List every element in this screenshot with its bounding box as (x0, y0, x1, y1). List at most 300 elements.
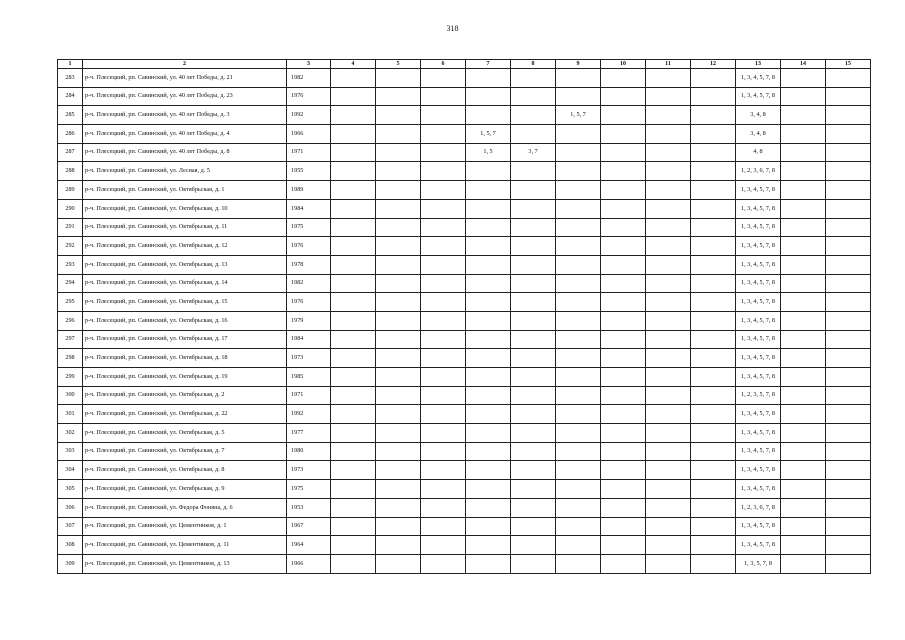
row-number-cell: 295 (58, 293, 83, 312)
address-cell: р-ч. Плесецкий, рп. Савинский, ул. 40 лет Победы, д. 8 (83, 143, 287, 162)
address-cell: р-ч. Плесецкий, рп. Савинский, ул. Октябрьская, д. 12 (83, 237, 287, 256)
col-13-cell: 1, 3, 4, 5, 7, 8 (736, 461, 781, 480)
col-4-cell (331, 274, 376, 293)
year-cell: 1973 (287, 461, 331, 480)
col-9-cell (556, 498, 601, 517)
col-7-cell (466, 405, 511, 424)
col-9-cell: 1, 5, 7 (556, 106, 601, 125)
col-15-cell (826, 330, 871, 349)
address-cell: р-ч. Плесецкий, рп. Савинский, ул. Октябрьская, д. 16 (83, 311, 287, 330)
col-7-cell (466, 424, 511, 443)
column-header: 15 (826, 60, 871, 69)
col-12-cell (691, 274, 736, 293)
col-12-cell (691, 237, 736, 256)
col-12-cell (691, 181, 736, 200)
col-5-cell (376, 181, 421, 200)
col-10-cell (601, 162, 646, 181)
address-cell: р-ч. Плесецкий, рп. Савинский, ул. Октябрьская, д. 22 (83, 405, 287, 424)
col-4-cell (331, 330, 376, 349)
col-11-cell (646, 218, 691, 237)
col-15-cell (826, 536, 871, 555)
row-number-cell: 301 (58, 405, 83, 424)
col-15-cell (826, 106, 871, 125)
col-5-cell (376, 368, 421, 387)
col-9-cell (556, 143, 601, 162)
col-8-cell (511, 330, 556, 349)
col-10-cell (601, 405, 646, 424)
col-14-cell (781, 349, 826, 368)
col-11-cell (646, 181, 691, 200)
col-10-cell (601, 237, 646, 256)
col-15-cell (826, 237, 871, 256)
col-4-cell (331, 405, 376, 424)
col-11-cell (646, 199, 691, 218)
col-6-cell (421, 237, 466, 256)
col-14-cell (781, 237, 826, 256)
col-7-cell (466, 274, 511, 293)
row-number-cell: 288 (58, 162, 83, 181)
table-row (58, 87, 871, 106)
col-5-cell (376, 498, 421, 517)
col-12-cell (691, 461, 736, 480)
column-number-header-row (58, 60, 871, 69)
col-9-cell (556, 330, 601, 349)
col-4-cell (331, 349, 376, 368)
col-4-cell (331, 517, 376, 536)
address-cell: р-ч. Плесецкий, рп. Савинский, ул. Октябрьская, д. 11 (83, 218, 287, 237)
address-cell: р-ч. Плесецкий, рп. Савинский, ул. Октябрьская, д. 19 (83, 368, 287, 387)
col-5-cell (376, 293, 421, 312)
col-12-cell (691, 69, 736, 88)
col-15-cell (826, 480, 871, 499)
col-8-cell (511, 125, 556, 144)
col-12-cell (691, 162, 736, 181)
row-number-cell: 291 (58, 218, 83, 237)
col-7-cell (466, 199, 511, 218)
col-15-cell (826, 386, 871, 405)
col-5-cell (376, 199, 421, 218)
address-cell: р-ч. Плесецкий, рп. Савинский, ул. Октябрьская, д. 18 (83, 349, 287, 368)
col-11-cell (646, 237, 691, 256)
year-cell: 1975 (287, 218, 331, 237)
table-row (58, 442, 871, 461)
col-13-cell: 1, 3, 4, 5, 7, 8 (736, 405, 781, 424)
col-9-cell (556, 442, 601, 461)
year-cell: 1975 (287, 480, 331, 499)
col-9-cell (556, 181, 601, 200)
col-12-cell (691, 106, 736, 125)
col-6-cell (421, 498, 466, 517)
col-10-cell (601, 480, 646, 499)
col-12-cell (691, 349, 736, 368)
col-10-cell (601, 87, 646, 106)
col-4-cell (331, 554, 376, 573)
col-4-cell (331, 424, 376, 443)
col-10-cell (601, 498, 646, 517)
col-14-cell (781, 181, 826, 200)
address-cell: р-ч. Плесецкий, рп. Савинский, ул. 40 лет Победы, д. 23 (83, 87, 287, 106)
col-12-cell (691, 125, 736, 144)
col-8-cell (511, 368, 556, 387)
col-13-cell: 1, 3, 4, 5, 7, 8 (736, 480, 781, 499)
col-9-cell (556, 386, 601, 405)
column-header: 3 (287, 60, 331, 69)
col-11-cell (646, 386, 691, 405)
column-header: 14 (781, 60, 826, 69)
col-6-cell (421, 293, 466, 312)
table-row (58, 181, 871, 200)
col-6-cell (421, 274, 466, 293)
col-15-cell (826, 218, 871, 237)
address-cell: р-ч. Плесецкий, рп. Савинский, ул. Цементников, д. 11 (83, 536, 287, 555)
col-6-cell (421, 255, 466, 274)
table-row (58, 517, 871, 536)
table-row (58, 461, 871, 480)
col-12-cell (691, 498, 736, 517)
col-10-cell (601, 461, 646, 480)
row-number-cell: 284 (58, 87, 83, 106)
col-13-cell: 1, 3, 4, 5, 7, 8 (736, 442, 781, 461)
col-5-cell (376, 349, 421, 368)
address-cell: р-ч. Плесецкий, рп. Савинский, ул. Октябрьская, д. 10 (83, 199, 287, 218)
col-13-cell: 1, 3, 4, 5, 7, 8 (736, 181, 781, 200)
address-cell: р-ч. Плесецкий, рп. Савинский, ул. 40 лет Победы, д. 3 (83, 106, 287, 125)
col-12-cell (691, 293, 736, 312)
address-cell: р-ч. Плесецкий, рп. Савинский, ул. Октябрьская, д. 7 (83, 442, 287, 461)
col-14-cell (781, 461, 826, 480)
col-8-cell (511, 255, 556, 274)
col-14-cell (781, 106, 826, 125)
table-row (58, 536, 871, 555)
col-9-cell (556, 293, 601, 312)
row-number-cell: 292 (58, 237, 83, 256)
col-8-cell (511, 349, 556, 368)
col-9-cell (556, 517, 601, 536)
row-number-cell: 303 (58, 442, 83, 461)
year-cell: 1992 (287, 405, 331, 424)
col-12-cell (691, 330, 736, 349)
col-14-cell (781, 218, 826, 237)
row-number-cell: 293 (58, 255, 83, 274)
col-7-cell (466, 330, 511, 349)
col-10-cell (601, 181, 646, 200)
col-6-cell (421, 480, 466, 499)
col-5-cell (376, 536, 421, 555)
col-11-cell (646, 162, 691, 181)
col-7-cell (466, 480, 511, 499)
year-cell: 1977 (287, 424, 331, 443)
column-header: 8 (511, 60, 556, 69)
col-10-cell (601, 125, 646, 144)
col-14-cell (781, 255, 826, 274)
col-9-cell (556, 368, 601, 387)
col-12-cell (691, 368, 736, 387)
col-9-cell (556, 554, 601, 573)
col-15-cell (826, 87, 871, 106)
col-11-cell (646, 311, 691, 330)
table-row (58, 368, 871, 387)
col-14-cell (781, 536, 826, 555)
col-8-cell (511, 106, 556, 125)
col-9-cell (556, 162, 601, 181)
table-row (58, 255, 871, 274)
col-9-cell (556, 405, 601, 424)
col-12-cell (691, 424, 736, 443)
col-6-cell (421, 106, 466, 125)
col-12-cell (691, 143, 736, 162)
col-4-cell (331, 69, 376, 88)
col-7-cell: 1, 5 (466, 143, 511, 162)
col-14-cell (781, 143, 826, 162)
col-5-cell (376, 442, 421, 461)
col-5-cell (376, 461, 421, 480)
col-7-cell (466, 293, 511, 312)
col-9-cell (556, 349, 601, 368)
col-11-cell (646, 498, 691, 517)
row-number-cell: 300 (58, 386, 83, 405)
col-7-cell (466, 162, 511, 181)
col-4-cell (331, 498, 376, 517)
col-14-cell (781, 330, 826, 349)
col-9-cell (556, 255, 601, 274)
col-14-cell (781, 368, 826, 387)
col-15-cell (826, 349, 871, 368)
col-15-cell (826, 69, 871, 88)
col-11-cell (646, 293, 691, 312)
col-13-cell: 1, 3, 4, 5, 7, 8 (736, 424, 781, 443)
col-5-cell (376, 554, 421, 573)
col-9-cell (556, 311, 601, 330)
table-row (58, 424, 871, 443)
col-14-cell (781, 311, 826, 330)
col-7-cell (466, 106, 511, 125)
col-11-cell (646, 143, 691, 162)
col-13-cell: 1, 3, 4, 5, 7, 8 (736, 517, 781, 536)
col-13-cell: 1, 3, 4, 5, 7, 8 (736, 330, 781, 349)
col-11-cell (646, 274, 691, 293)
col-5-cell (376, 69, 421, 88)
row-number-cell: 302 (58, 424, 83, 443)
col-7-cell (466, 255, 511, 274)
col-8-cell (511, 293, 556, 312)
col-12-cell (691, 199, 736, 218)
col-10-cell (601, 143, 646, 162)
col-10-cell (601, 199, 646, 218)
year-cell: 1953 (287, 498, 331, 517)
col-9-cell (556, 218, 601, 237)
col-5-cell (376, 480, 421, 499)
table-row (58, 311, 871, 330)
col-15-cell (826, 368, 871, 387)
table-row (58, 405, 871, 424)
col-4-cell (331, 87, 376, 106)
col-11-cell (646, 87, 691, 106)
col-6-cell (421, 424, 466, 443)
row-number-cell: 286 (58, 125, 83, 144)
col-8-cell (511, 69, 556, 88)
col-9-cell (556, 536, 601, 555)
col-9-cell (556, 461, 601, 480)
col-7-cell (466, 554, 511, 573)
table-row (58, 293, 871, 312)
col-13-cell: 1, 3, 4, 5, 7, 8 (736, 255, 781, 274)
col-11-cell (646, 125, 691, 144)
col-6-cell (421, 125, 466, 144)
col-4-cell (331, 293, 376, 312)
table-row (58, 349, 871, 368)
col-10-cell (601, 368, 646, 387)
col-14-cell (781, 69, 826, 88)
col-4-cell (331, 237, 376, 256)
col-8-cell (511, 162, 556, 181)
col-14-cell (781, 517, 826, 536)
row-number-cell: 309 (58, 554, 83, 573)
col-5-cell (376, 106, 421, 125)
column-header: 12 (691, 60, 736, 69)
col-5-cell (376, 162, 421, 181)
col-12-cell (691, 554, 736, 573)
col-6-cell (421, 330, 466, 349)
table-row (58, 162, 871, 181)
col-15-cell (826, 143, 871, 162)
col-11-cell (646, 461, 691, 480)
col-13-cell: 1, 3, 4, 5, 7, 8 (736, 87, 781, 106)
col-15-cell (826, 461, 871, 480)
row-number-cell: 298 (58, 349, 83, 368)
col-11-cell (646, 536, 691, 555)
table-row (58, 125, 871, 144)
row-number-cell: 285 (58, 106, 83, 125)
table-body (58, 69, 871, 574)
col-8-cell (511, 274, 556, 293)
year-cell: 1971 (287, 386, 331, 405)
year-cell: 1971 (287, 143, 331, 162)
column-header: 1 (58, 60, 83, 69)
col-8-cell (511, 480, 556, 499)
col-10-cell (601, 386, 646, 405)
col-4-cell (331, 480, 376, 499)
year-cell: 1955 (287, 162, 331, 181)
col-10-cell (601, 293, 646, 312)
address-cell: р-ч. Плесецкий, рп. Савинский, ул. Октябрьская, д. 17 (83, 330, 287, 349)
col-13-cell: 3, 4, 8 (736, 106, 781, 125)
col-6-cell (421, 143, 466, 162)
col-6-cell (421, 218, 466, 237)
column-header: 10 (601, 60, 646, 69)
col-14-cell (781, 87, 826, 106)
col-14-cell (781, 405, 826, 424)
col-9-cell (556, 199, 601, 218)
col-11-cell (646, 69, 691, 88)
table-row (58, 199, 871, 218)
col-8-cell (511, 87, 556, 106)
col-6-cell (421, 554, 466, 573)
col-15-cell (826, 311, 871, 330)
col-8-cell (511, 554, 556, 573)
col-11-cell (646, 480, 691, 499)
col-10-cell (601, 536, 646, 555)
col-9-cell (556, 237, 601, 256)
col-8-cell (511, 442, 556, 461)
col-13-cell: 1, 3, 4, 5, 7, 8 (736, 349, 781, 368)
col-5-cell (376, 274, 421, 293)
col-12-cell (691, 386, 736, 405)
year-cell: 1984 (287, 199, 331, 218)
col-12-cell (691, 255, 736, 274)
col-15-cell (826, 554, 871, 573)
col-11-cell (646, 349, 691, 368)
col-14-cell (781, 162, 826, 181)
col-7-cell (466, 386, 511, 405)
table-row (58, 218, 871, 237)
col-10-cell (601, 517, 646, 536)
col-12-cell (691, 87, 736, 106)
col-8-cell (511, 237, 556, 256)
col-15-cell (826, 125, 871, 144)
col-4-cell (331, 125, 376, 144)
col-13-cell: 1, 3, 4, 5, 7, 8 (736, 199, 781, 218)
col-8-cell (511, 536, 556, 555)
col-7-cell (466, 237, 511, 256)
col-13-cell: 1, 3, 5, 7, 8 (736, 554, 781, 573)
col-6-cell (421, 442, 466, 461)
col-12-cell (691, 442, 736, 461)
col-14-cell (781, 554, 826, 573)
address-cell: р-ч. Плесецкий, рп. Савинский, ул. 40 лет Победы, д. 21 (83, 69, 287, 88)
table-row (58, 143, 871, 162)
address-cell: р-ч. Плесецкий, рп. Савинский, ул. Цементников, д. 1 (83, 517, 287, 536)
col-4-cell (331, 162, 376, 181)
address-cell: р-ч. Плесецкий, рп. Савинский, ул. Федора Фоняна, д. 6 (83, 498, 287, 517)
col-4-cell (331, 255, 376, 274)
col-6-cell (421, 311, 466, 330)
col-10-cell (601, 349, 646, 368)
col-12-cell (691, 536, 736, 555)
col-6-cell (421, 69, 466, 88)
row-number-cell: 305 (58, 480, 83, 499)
col-15-cell (826, 274, 871, 293)
col-7-cell (466, 517, 511, 536)
col-4-cell (331, 461, 376, 480)
year-cell: 1976 (287, 87, 331, 106)
col-8-cell: 3, 7 (511, 143, 556, 162)
col-10-cell (601, 311, 646, 330)
col-5-cell (376, 87, 421, 106)
col-13-cell: 1, 2, 3, 5, 7, 8 (736, 386, 781, 405)
col-15-cell (826, 293, 871, 312)
year-cell: 1984 (287, 330, 331, 349)
col-8-cell (511, 181, 556, 200)
col-7-cell: 1, 5, 7 (466, 125, 511, 144)
col-13-cell: 1, 3, 4, 5, 7, 8 (736, 237, 781, 256)
row-number-cell: 287 (58, 143, 83, 162)
col-5-cell (376, 218, 421, 237)
column-header: 9 (556, 60, 601, 69)
col-15-cell (826, 442, 871, 461)
column-header: 2 (83, 60, 287, 69)
col-7-cell (466, 461, 511, 480)
col-13-cell: 1, 2, 3, 6, 7, 8 (736, 162, 781, 181)
col-8-cell (511, 424, 556, 443)
address-cell: р-ч. Плесецкий, рп. Савинский, ул. 40 лет Победы, д. 4 (83, 125, 287, 144)
col-11-cell (646, 554, 691, 573)
col-6-cell (421, 199, 466, 218)
col-11-cell (646, 255, 691, 274)
row-number-cell: 296 (58, 311, 83, 330)
col-13-cell: 1, 2, 3, 6, 7, 8 (736, 498, 781, 517)
col-10-cell (601, 255, 646, 274)
address-cell: р-ч. Плесецкий, рп. Савинский, ул. Цементников, д. 13 (83, 554, 287, 573)
